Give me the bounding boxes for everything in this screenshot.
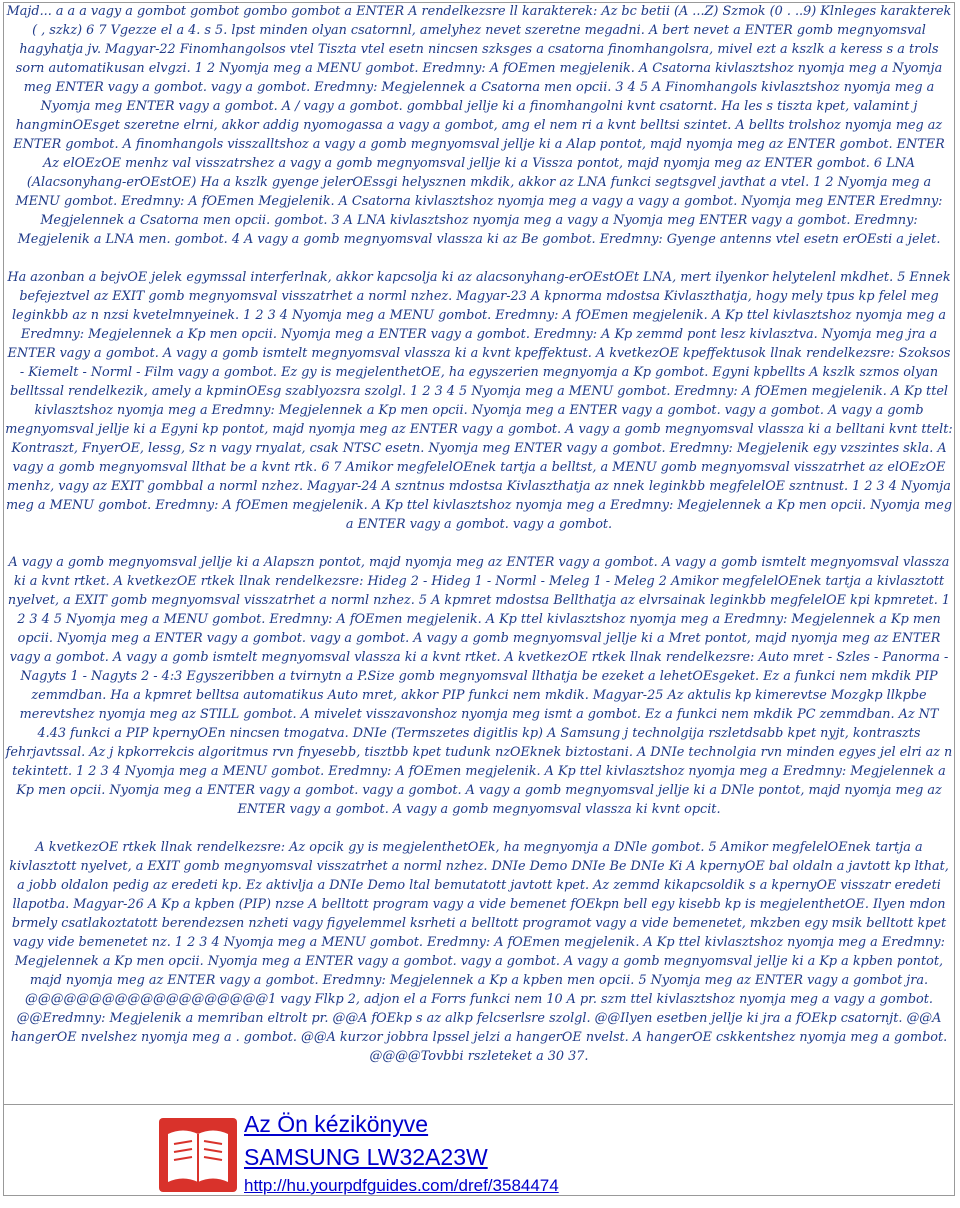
paragraph-3: A vagy a gomb megnyomsval jellje ki a Alapszn pontot, majd nyomja meg az ENTER vagy a gombot. A vagy a gomb ismtelt megnyomsval vlassza ki a kvnt rtket. A kvetkezOE rtkek llnak rendelkezsre: Hideg 2 - Hideg 1 - Norml - Meleg 1 - Meleg 2 Amikor megfelelOEnek tartja a kivlasztott nyelvet, a EXIT gomb megnyomsval visszatrhet a norml nzhez. 5 A kpmret mdostsa Bellthatja az elvrsainak leginkbb megfelelOE kpi kpmretet. 1 2 3 4 5 Nyomja meg a MENU gombot. Eredmny: A fOEmen megjelenik. A Kp ttel kivlasztshoz nyomja meg a Eredmny: Megjelennek a Kp men opcii. Nyomja meg a ENTER vagy a gombot. vagy a gombot. A vagy a gomb megnyomsval jellje ki a Mret pontot, majd nyomja meg az ENTER vagy a gombot. A vagy a gomb ismtelt megnyomsval vlassza ki a kvnt rtket. A kvetkezOE rtkek llnak rendelkezsre: Auto mret - Szles - Panorma - Nagyts 1 - Nagyts 2 - 4:3 Egyszeribben a tvirnytn a P.Size gomb megnyomsval llthatja be ezeket a lehetOEsgeket. Ez a funkci nem mkdik PIP zemmdban. Ha a kpmret belltsa automatikus Auto mret, akkor PIP funkci nem mkdik. Magyar-25 Az aktulis kp kimerevtse Mozgkp llkpbe merevtshez nyomja meg az STILL gombot. A mivelet visszavonshoz nyomja meg ismt a gombot. Ez a funkci nem mkdik PC zemmdban. Az NT 4.43 funkci a PIP kpernyOEn nincsen tmogatva. DNIe (Termszetes digitlis kp) A Samsung j technolgija rszletdsabb kpet nyjt, kontraszts fehrjavtssal. Az j kpkorrekcis algoritmus rvn fnyesebb, tisztbb kpet tudunk nzOEknek biztostani. A DNIe technolgia rvn minden egyes jel elri az n tekintett. 1 2 3 4 Nyomja meg a MENU gombot. Eredmny: A fOEmen megjelenik. A Kp ttel kivlasztshoz nyomja meg a Eredmny: Megjelennek a Kp men opcii. Nyomja meg a ENTER vagy a gombot. vagy a gombot. A vagy a gomb megnyomsval jellje ki a DNle pontot, majd nyomja meg az ENTER vagy a gombot. A vagy a gomb megnyomsval vlassza ki kvnt opcit. bbox=[5, 555, 953, 817]
paragraph-gap bbox=[4, 534, 954, 553]
paragraph-1: Majd... a a a vagy a gombot gombot gombo gombot a ENTER A rendelkezsre ll karakterek: Az bc betii (A ...Z) Szmok (0 . ..9) Klnleges karakterek ( , szkz) 6 7 Vgezze el a 4. s 5. lpst minden olyan csatornnl, amelyhez nevet szeretne megadni. A bert nevet a ENTER gomb megnyomsval hagyhatja jv. Magyar-22 Finomhangolsos vtel Tiszta vtel esetn nincsen szksges a csatorna finomhangolsra, mivel ezt a kszlk a keress s a trols sorn automatikusan elvgzi. 1 2 Nyomja meg a MENU gombot. Eredmny: A fOEmen megjelenik. A Csatorna kivlasztshoz nyomja meg a Nyomja meg ENTER vagy a gombot. vagy a gombot. Eredmny: Megjelennek a Csatorna men opcii. 3 4 5 A Finomhangols kivlasztshoz nyomja meg a Nyomja meg ENTER vagy a gombot. A / vagy a gombot. gombbal jellje ki a finomhangolni kvnt csatornt. Ha les s tiszta kpet, valamint j hangminOEsget szeretne elrni, akkor addig nyomogassa a vagy a gombot, amg el nem ri a kvnt belltsi szintet. A bellts trolshoz nyomja meg az ENTER gombot. A finomhangols visszalltshoz a vagy a gomb megnyomsval jellje ki a Alap pontot, majd nyomja meg az ENTER gombot. ENTER Az elOEzOE menhz val visszatrshez a vagy a gomb megnyomsval jellje ki a Vissza pontot, majd nyomja meg az ENTER gombot. 6 LNA (Alacsonyhang-erOEstOE) Ha a kszlk gyenge jelerOEssgi helysznen mkdik, akkor az LNA funkci segtsgvel javthat a vtel. 1 2 Nyomja meg a MENU gombot. Eredmny: A fOEmen Megjelenik. A Csatorna kivlasztshoz nyomja meg a vagy a vagy a gombot. Nyomja meg ENTER Eredmny: Megjelennek a Csatorna men opcii. gombot. 3 A LNA kivlasztshoz nyomja meg a vagy a Nyomja meg ENTER vagy a gombot. Eredmny: Megjelenik a LNA men. gombot. 4 A vagy a gomb megnyomsval vlassza ki az Be gombot. Eredmny: Gyenge antenns vtel esetn erOEsti a jelet. bbox=[6, 4, 952, 247]
manual-url-link[interactable]: http://hu.yourpdfguides.com/dref/3584474 bbox=[244, 1176, 559, 1195]
manual-title-link[interactable]: Az Ön kézikönyve bbox=[244, 1111, 429, 1137]
paragraph-gap bbox=[4, 249, 954, 268]
paragraph-gap bbox=[4, 819, 954, 838]
book-icon bbox=[156, 1112, 240, 1196]
document-body bbox=[4, 2, 954, 1102]
paragraph-2: Ha azonban a bejvOE jelek egymssal interferlnak, akkor kapcsolja ki az alacsonyhang-erOEstOEt LNA, mert ilyenkor helytelenl mkdhet. 5 Ennek befejeztvel az EXIT gomb megnyomsval visszatrhet a norml nzhez. Magyar-23 A kpnorma mdostsa Kivlaszthatja, hogy mely tpus kp felel meg leginkbb az n nzsi kvetelmnyeinek. 1 2 3 4 Nyomja meg a MENU gombot. Eredmny: A fOEmen megjelenik. A Kp ttel kivlasztshoz nyomja meg a Eredmny: Megjelennek a Kp men opcii. Nyomja meg a ENTER vagy a gombot. Eredmny: A Kp zemmd pont lesz kivlasztva. Nyomja meg jra a ENTER vagy a gombot. A vagy a gomb ismtelt megnyomsval vlassza ki a kvnt kpeffektust. A kvetkezOE kpeffektusok llnak rendelkezsre: Szoksos - Kiemelt - Norml - Film vagy a gombot. Ez gy is megjelenthetOE, ha egyszerien megnyomja a Kp gombot. Egyni kpbellts A kszlk szmos olyan belltssal rendelkezik, amely a kpminOEsg szablyozsra szolgl. 1 2 3 4 5 Nyomja meg a MENU gombot. Eredmny: A fOEmen megjelenik. A Kp ttel kivlasztshoz nyomja meg a Eredmny: Megjelennek a Kp men opcii. Nyomja meg a ENTER vagy a gombot. vagy a gombot. A vagy a gomb megnyomsval jellje ki a Egyni kp pontot, majd nyomja meg az ENTER vagy a gombot. A vagy a gomb megnyomsval vlassza ki a belltani kvnt ttelt: Kontraszt, FnyerOE, lessg, Sz n vagy rnyalat, csak NTSC esetn. Nyomja meg ENTER vagy a gombot. Eredmny: Megjelenik egy vzszintes skla. A vagy a gomb megnyomsval llthat be a kvnt rtk. 6 7 Amikor megfelelOEnek tartja a belltst, a MENU gomb megnyomsval visszatrhet az elOEzOE menhz, vagy az EXIT gombbal a norml nzhez. Magyar-24 A szntnus mdostsa Kivlaszthatja az nnek leginkbb megfelelOE szntnust. 1 2 3 4 Nyomja meg a MENU gombot. Eredmny: A fOEmen megjelenik. A Kp ttel kivlasztshoz nyomja meg a Eredmny: Megjelennek a Kp men opcii. Nyomja meg a ENTER vagy a gombot. vagy a gombot. bbox=[5, 270, 953, 532]
footer bbox=[156, 1108, 896, 1196]
footer-divider bbox=[3, 1104, 953, 1105]
paragraph-4: A kvetkezOE rtkek llnak rendelkezsre: Az opcik gy is megjelenthetOEk, ha megnyomja a DNle gombot. 5 Amikor megfelelOEnek tartja a kivlasztott nyelvet, a EXIT gomb megnyomsval visszatrhet a norml nzhez. DNIe Demo DNIe Be DNIe Ki A kpernyOE bal oldaln a javtott kp lthat, a jobb oldalon pedig az eredeti kp. Ez aktivlja a DNIe Demo ltal bemutatott javtott kpet. Az zemmd kikapcsoldik s a kpernyOE visszatr eredeti llapotba. Magyar-26 A Kp a kpben (PIP) nzse A belltott program vagy a vide bemenet fOEkpn bell egy kisebb kp is megjelenthetOE. Ilyen mdon brmely csatlakoztatott berendezsen nzheti vagy figyelemmel ksrheti a belltott programot vagy a vide bemenetet, mkzben egy msik belltott kpet vagy vide bemenetet nz. 1 2 3 4 Nyomja meg a MENU gombot. Eredmny: A fOEmen megjelenik. A Kp ttel kivlasztshoz nyomja meg a Eredmny: Megjelennek a Kp men opcii. Nyomja meg a ENTER vagy a gombot. vagy a gombot. A vagy a gomb megnyomsval jellje ki a Kp a kpben pontot, majd nyomja meg az ENTER vagy a gombot. Eredmny: Megjelennek a Kp a kpben men opcii. 5 Nyomja meg az ENTER vagy a gombot jra. @@@@@@@@@@@@@@@@@@@1 vagy Flkp 2, adjon el a Forrs funkci nem 10 A pr. szm ttel kivlasztshoz nyomja meg a vagy a gombot. @@Eredmny: Megjelenik a memriban eltrolt pr. @@A fOEkp s az alkp felcserlsre szolgl. @@Ilyen esetben jellje ki jra a fOEkp csatornjt. @@A hangerOE nvelshez nyomja meg a . gombot. @@A kurzor jobbra lpssel jelzi a hangerOE nvelst. A hangerOE cskkentshez nyomja meg a gombot. @@@@Tovbbi rszleteket a 30 37. bbox=[9, 840, 949, 1064]
product-model-link[interactable]: SAMSUNG LW32A23W bbox=[244, 1144, 488, 1170]
footer-links bbox=[244, 1108, 559, 1197]
